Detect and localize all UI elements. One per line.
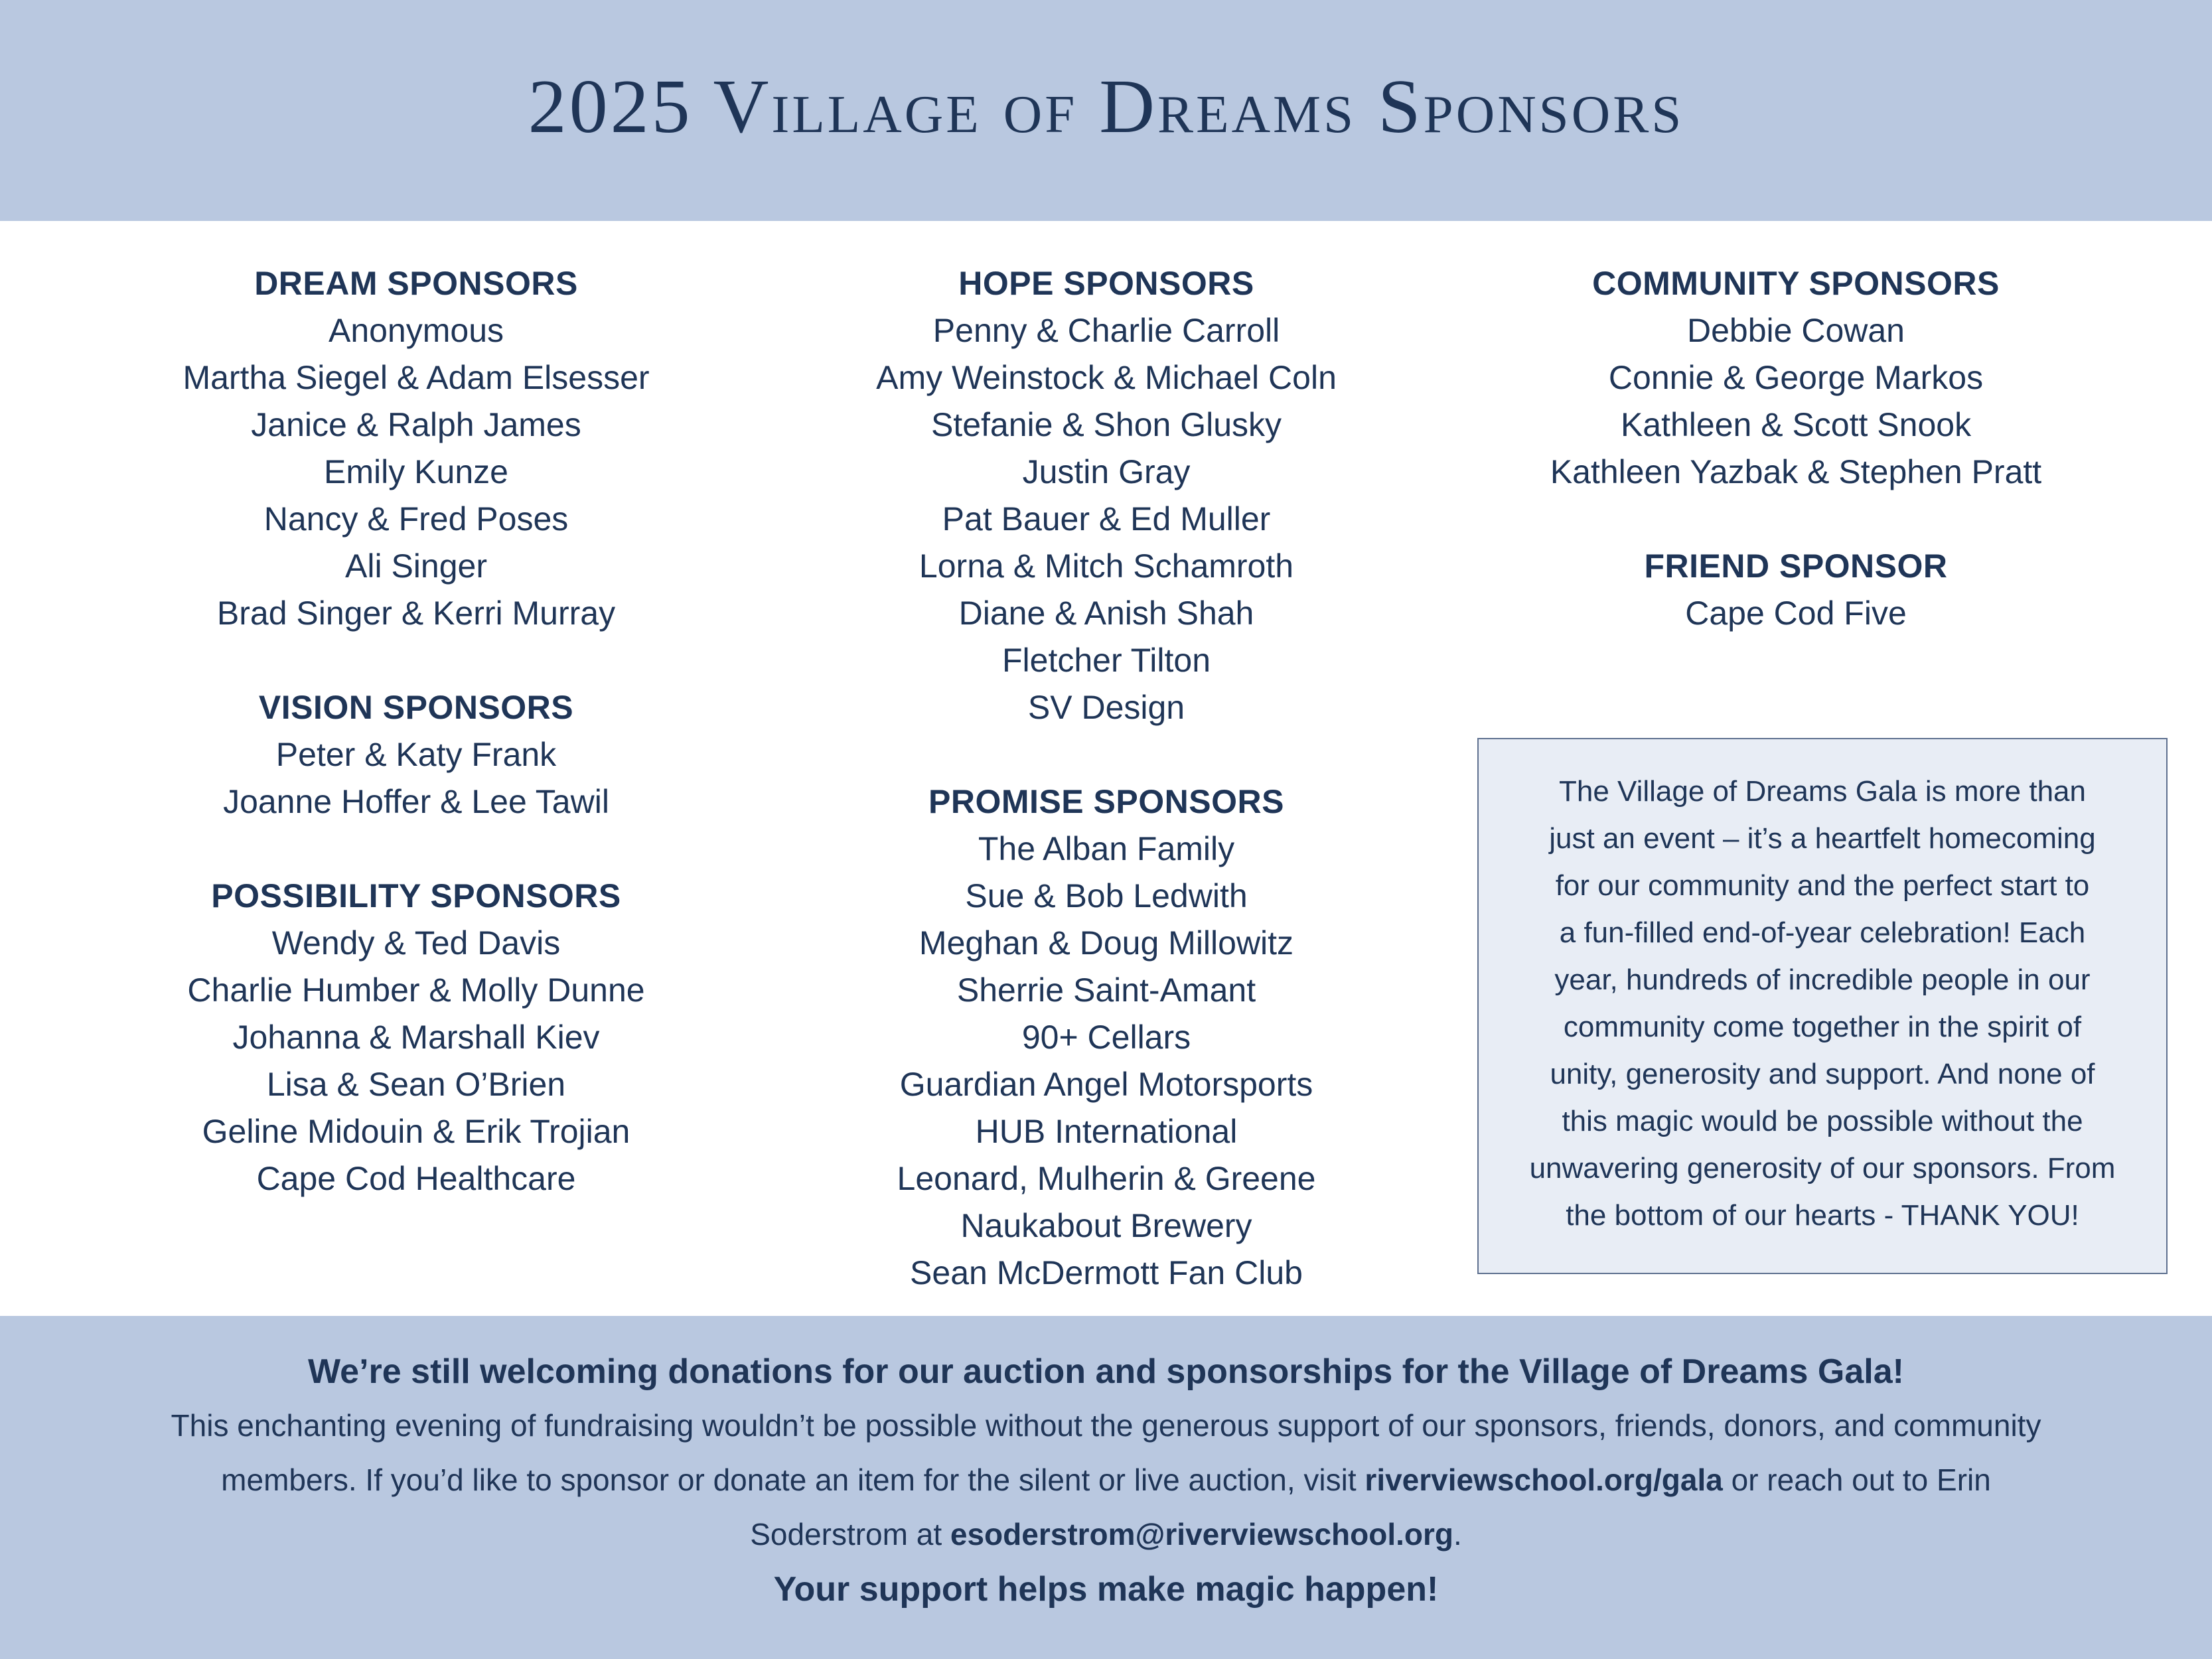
message-line: just an event – it’s a heartfelt homecoming — [1549, 822, 2096, 855]
section-heading: VISION SPONSORS — [258, 689, 574, 726]
sponsor-name: Charlie Humber & Molly Dunne — [187, 972, 645, 1009]
message-line: for our community and the perfect start to — [1555, 869, 2090, 902]
sponsor-list — [774, 307, 1438, 731]
sponsor-section — [84, 684, 748, 826]
sponsor-name: Brad Singer & Kerri Murray — [216, 595, 616, 632]
sponsor-name: Stefanie & Shon Glusky — [930, 406, 1282, 443]
sponsor-name: Naukabout Brewery — [960, 1207, 1252, 1244]
sponsor-name: Justin Gray — [1022, 453, 1191, 490]
message-line: this magic would be possible without the — [1562, 1105, 2083, 1137]
sponsor-name: Lorna & Mitch Schamroth — [919, 547, 1294, 585]
sponsor-name: Sean McDermott Fan Club — [910, 1254, 1303, 1291]
section-heading: PROMISE SPONSORS — [928, 783, 1284, 820]
sponsor-list — [774, 826, 1438, 1297]
sponsor-name: Nancy & Fred Poses — [263, 500, 569, 538]
sponsor-name: The Alban Family — [978, 830, 1235, 867]
sponsor-list — [84, 307, 748, 637]
sponsor-name: Connie & George Markos — [1608, 359, 1984, 396]
footer-body-text: . — [1453, 1517, 1462, 1551]
sponsor-name: 90+ Cellars — [1021, 1019, 1191, 1056]
sponsor-name: Ali Singer — [345, 547, 487, 585]
sponsor-name: Guardian Angel Motorsports — [899, 1066, 1313, 1103]
footer-body-text: This enchanting evening of fundraising wouldn’t be possible without the generous support of our sponsors, friends, donors, and community members. If you’d like to sponsor or donate an item for the silent or live auction, visit — [171, 1408, 2041, 1497]
sponsor-name: Amy Weinstock & Michael Coln — [876, 359, 1337, 396]
sponsor-name: Sherrie Saint-Amant — [956, 972, 1256, 1009]
sponsor-name: Martha Siegel & Adam Elsesser — [183, 359, 650, 396]
footer-tagline: Your support helps make magic happen! — [773, 1570, 1439, 1609]
message-line: unity, generosity and support. And none of — [1550, 1058, 2095, 1090]
sponsor-column-3 — [1464, 260, 2128, 684]
header-band — [0, 0, 2212, 221]
section-heading: POSSIBILITY SPONSORS — [211, 877, 621, 914]
message-line: a fun-filled end-of-year celebration! Each — [1559, 916, 2086, 949]
sponsor-name: Penny & Charlie Carroll — [932, 312, 1280, 349]
sponsor-name: Diane & Anish Shah — [958, 595, 1254, 632]
sponsor-name: Peter & Katy Frank — [275, 736, 557, 773]
sponsor-section — [84, 260, 748, 637]
sponsor-name: Debbie Cowan — [1687, 312, 1905, 349]
sponsor-name: Anonymous — [328, 312, 504, 349]
sponsor-list — [1464, 590, 2128, 637]
sponsor-name: Cape Cod Five — [1685, 595, 1907, 632]
sponsor-name: Janice & Ralph James — [251, 406, 581, 443]
thank-you-message-box — [1477, 738, 2168, 1274]
sponsor-name: Johanna & Marshall Kiev — [232, 1019, 600, 1056]
sponsor-name: Leonard, Mulherin & Greene — [897, 1160, 1316, 1197]
contact-email-link[interactable]: esoderstrom@riverviewschool.org — [950, 1517, 1453, 1551]
sponsor-section — [1464, 543, 2128, 637]
message-line: community come together in the spirit of — [1563, 1011, 2082, 1043]
sponsor-list — [1464, 307, 2128, 496]
sponsor-section — [774, 260, 1438, 731]
section-heading: FRIEND SPONSOR — [1644, 547, 1948, 585]
sponsor-name: Pat Bauer & Ed Muller — [942, 500, 1271, 538]
section-heading: HOPE SPONSORS — [958, 265, 1254, 302]
sponsor-name: Meghan & Doug Millowitz — [919, 924, 1294, 962]
footer-heading: We’re still welcoming donations for our auction and sponsorships for the Village of Dreams Gala! — [308, 1352, 1904, 1391]
message-line: The Village of Dreams Gala is more than — [1558, 775, 2086, 808]
footer-body — [0, 1398, 2212, 1561]
footer-band — [0, 1316, 2212, 1659]
sponsor-list — [84, 731, 748, 826]
message-line: the bottom of our hearts - THANK YOU! — [1566, 1199, 2079, 1232]
sponsor-name: Emily Kunze — [324, 453, 508, 490]
sponsor-list — [84, 920, 748, 1202]
gala-website-link[interactable]: riverviewschool.org/gala — [1364, 1463, 1723, 1497]
sponsor-name: Fletcher Tilton — [1001, 642, 1211, 679]
sponsor-column-1 — [84, 260, 748, 1250]
sponsor-name: Cape Cod Healthcare — [256, 1160, 576, 1197]
page-title: 2025 Village of Dreams Sponsors — [528, 64, 1684, 149]
sponsor-name: Kathleen & Scott Snook — [1620, 406, 1972, 443]
sponsor-name: Sue & Bob Ledwith — [965, 877, 1248, 914]
message-line: unwavering generosity of our sponsors. From — [1529, 1152, 2116, 1185]
sponsor-column-2 — [774, 260, 1438, 1344]
sponsor-section — [774, 778, 1438, 1297]
sponsor-name: Kathleen Yazbak & Stephen Pratt — [1550, 453, 2042, 490]
thank-you-message — [1530, 768, 2116, 1239]
sponsor-name: Geline Midouin & Erik Trojian — [202, 1113, 630, 1150]
sponsor-name: Joanne Hoffer & Lee Tawil — [223, 783, 609, 820]
sponsor-name: SV Design — [1027, 689, 1185, 726]
sponsor-name: Wendy & Ted Davis — [271, 924, 561, 962]
section-heading: DREAM SPONSORS — [254, 265, 578, 302]
section-heading: COMMUNITY SPONSORS — [1592, 265, 2000, 302]
sponsor-section — [84, 873, 748, 1202]
sponsor-name: Lisa & Sean O’Brien — [266, 1066, 566, 1103]
footer-body-text: or reach out to Erin Soderstrom at — [750, 1463, 1991, 1551]
message-line: year, hundreds of incredible people in our — [1554, 964, 2091, 996]
sponsor-name: HUB International — [975, 1113, 1238, 1150]
sponsor-section — [1464, 260, 2128, 496]
